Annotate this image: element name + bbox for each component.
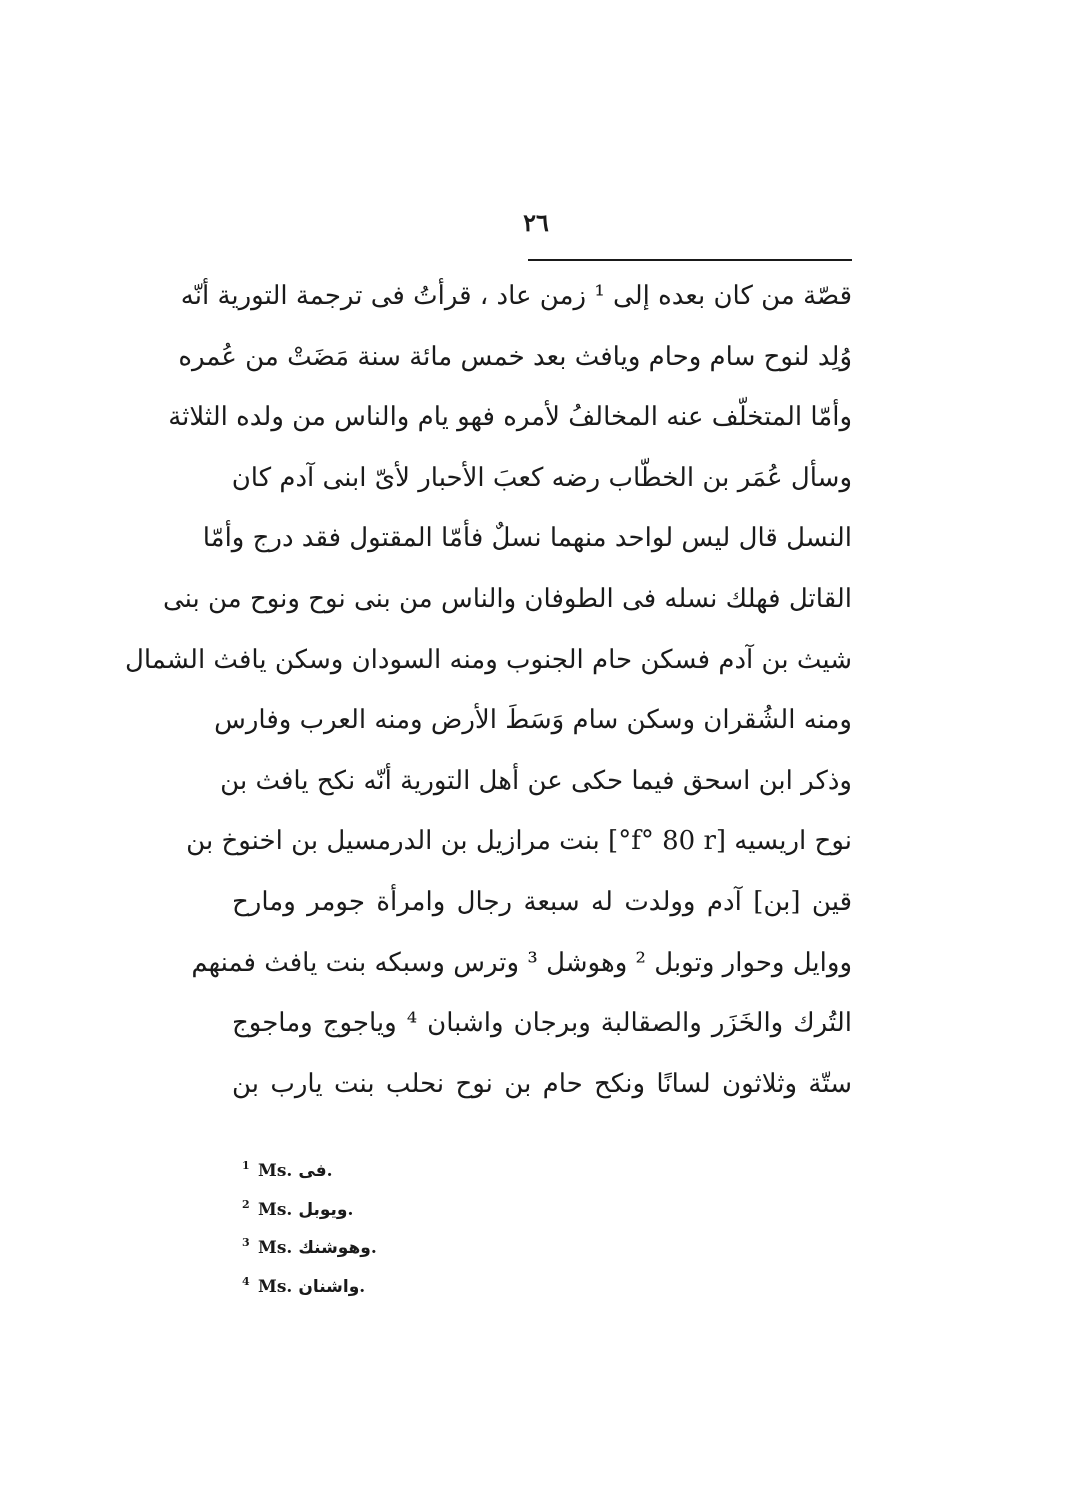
page-number: ٢٦ bbox=[523, 208, 549, 237]
footnote-ms: Ms. bbox=[258, 1276, 293, 1297]
text-line-3: وأمّا المتخلّف عنه المخالفُ لأمره فهو يام والناس من ولده الثلاثة bbox=[168, 402, 852, 433]
footnote-period: . bbox=[370, 1238, 377, 1258]
footnote-3 bbox=[242, 1229, 542, 1268]
text-line-6: القاتل فهلك نسله فى الطوفان والناس من بنى نوح ونوح من بنى bbox=[162, 583, 852, 614]
footnote-2 bbox=[242, 1191, 542, 1230]
footnote-period: . bbox=[347, 1199, 354, 1220]
footnote-reading: فى bbox=[298, 1161, 327, 1181]
text-line-2: وُلِد لنوح سام وحام ويافث بعد خمس مائة سنة مَضَتْ من عُمره bbox=[178, 341, 852, 372]
footnote-ms: Ms. bbox=[258, 1199, 293, 1220]
text-line-13: التُرك والخَزَر والصقالبة وبرجان واشبان ⁴ وياجوج وماجوج bbox=[232, 1008, 852, 1039]
footnote-number: 3 bbox=[242, 1236, 250, 1249]
footnote-reading: وهوشنك bbox=[298, 1238, 371, 1258]
footnote-period: . bbox=[326, 1161, 333, 1181]
text-line-14: ستّة وثلاثون لسانًا ونكح حام بن نوح نحلب بنت يارب بن bbox=[232, 1068, 852, 1099]
text-line-10: نوح اريسيه [f° 80 r°] بنت مرازيل بن الدرمسيل بن اخنوخ بن bbox=[186, 826, 852, 857]
text-line-4: وسأل عُمَر بن الخطّاب رضه كعبَ الأحبار لأىّ ابنى آدم كان bbox=[231, 462, 852, 493]
footnote-number: 4 bbox=[242, 1274, 250, 1288]
footnotes bbox=[242, 1152, 542, 1306]
text-line-12: ووايل وحوار وتوبل ² وهوشل ³ وترس وسبكه بنت يافث فمنهم bbox=[191, 947, 852, 978]
footnote-ms: Ms. bbox=[258, 1238, 293, 1258]
footnote-ms: Ms. bbox=[258, 1161, 293, 1181]
footnote-number: 2 bbox=[242, 1197, 250, 1211]
text-line-9: وذكر ابن اسحق فيما حكى عن أهل التورية أنّه نكح يافث بن bbox=[220, 765, 852, 796]
footnote-reading: واشنان bbox=[298, 1276, 360, 1297]
text-line-8: ومنه الشُقران وسكن سام وَسَطَ الأرض ومنه العرب وفارس bbox=[214, 705, 852, 736]
footnote-4 bbox=[242, 1268, 542, 1307]
body-text bbox=[124, 266, 852, 1114]
text-line-1: قصّة من كان بعده إلى ¹ زمن عاد ، قرأتُ فى ترجمة التورية أنّه bbox=[180, 281, 852, 311]
header-rule bbox=[528, 259, 852, 261]
text-line-11: قين [بن] آدم وولدت له سبعة رجال وامرأة جومر ومارح bbox=[232, 886, 852, 917]
text-line-7: شيث بن آدم فسكن حام الجنوب ومنه السودان وسكن يافث الشمال bbox=[124, 644, 852, 675]
text-line-5: النسل قال ليس لواحد منهما نسلٌ فأمّا المقتول فقد درج وأمّا bbox=[202, 523, 852, 554]
footnote-reading: ويوبل bbox=[298, 1199, 348, 1220]
footnote-1 bbox=[242, 1152, 542, 1191]
footnote-period: . bbox=[359, 1276, 366, 1297]
footnote-number: 1 bbox=[242, 1159, 250, 1172]
